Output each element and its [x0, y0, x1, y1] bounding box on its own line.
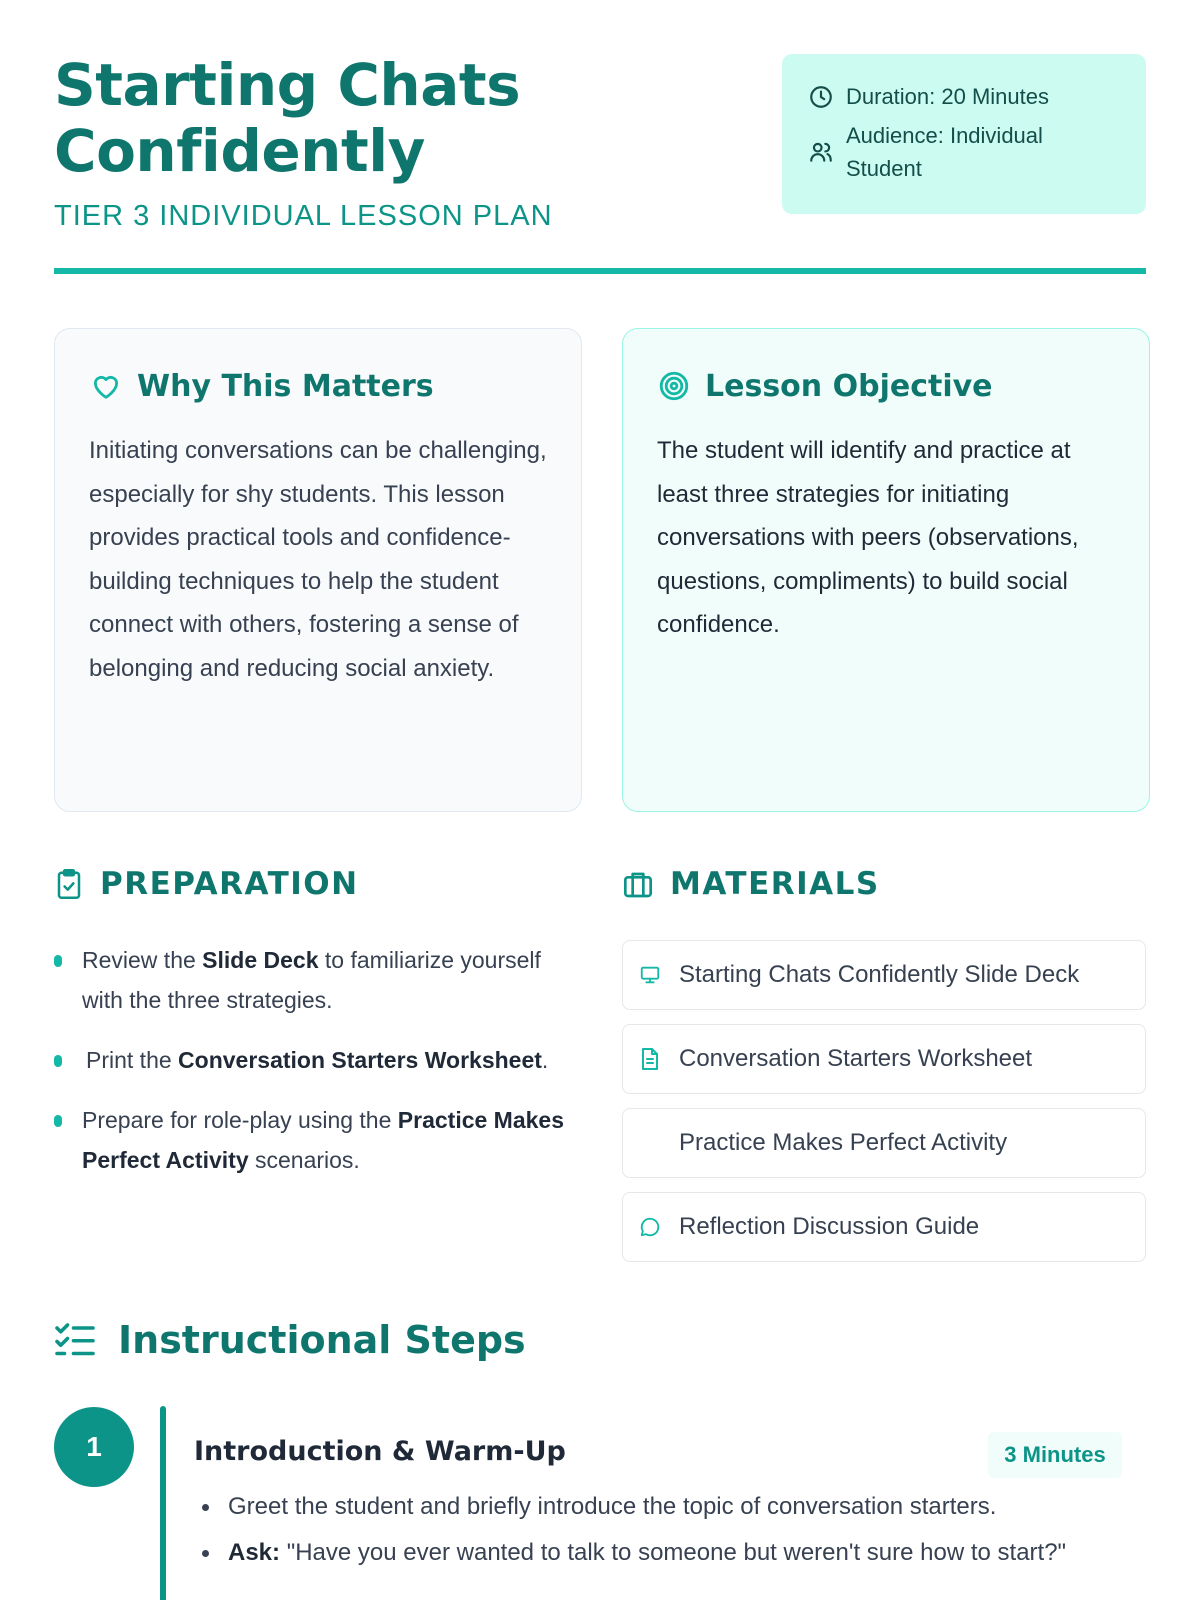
prep-text: Review the — [82, 947, 203, 973]
material-item-activity[interactable] — [622, 1108, 1146, 1178]
lesson-objective-card — [622, 328, 1150, 812]
audience-row — [808, 119, 1120, 185]
step-bullet-list — [228, 1490, 1128, 1582]
why-heading — [89, 365, 547, 407]
preparation-heading — [54, 866, 359, 902]
clipboard-check-icon — [54, 867, 84, 901]
step-bullet-text: Greet the student and briefly introduce the topic of conversation starters. — [228, 1493, 997, 1520]
prep-bold: Slide Deck — [202, 947, 319, 973]
preparation-heading-text: PREPARATION — [100, 866, 359, 902]
preparation-list — [54, 940, 574, 1200]
step-bullet — [228, 1490, 1128, 1524]
step-bullet-bold: Ask: — [228, 1539, 281, 1566]
step-bullet — [228, 1536, 1128, 1570]
briefcase-icon — [622, 868, 654, 900]
step-title: Introduction & Warm-Up — [194, 1436, 566, 1467]
objective-heading — [657, 365, 1115, 407]
step-duration-badge: 3 Minutes — [988, 1432, 1122, 1478]
material-label: Reflection Discussion Guide — [679, 1213, 980, 1240]
why-this-matters-card — [54, 328, 582, 812]
lesson-header — [54, 52, 1146, 274]
preparation-item — [54, 1100, 574, 1180]
duration-row — [808, 80, 1120, 113]
heart-icon — [89, 369, 123, 403]
objective-text: The student will identify and practice at least three strategies for initiating conversations with peers (observations, questions, compliments) to build social confidence. — [657, 437, 1079, 638]
chat-bubble-icon — [639, 1215, 661, 1239]
header-divider — [54, 268, 1146, 274]
prep-text: Print the — [86, 1047, 179, 1073]
users-icon — [808, 139, 834, 165]
checklist-icon — [54, 1322, 96, 1358]
monitor-icon — [639, 963, 661, 987]
instructional-steps-heading — [54, 1318, 526, 1362]
why-heading-text: Why This Matters — [137, 368, 434, 404]
clock-icon — [808, 84, 834, 110]
step-number-badge: 1 — [54, 1407, 134, 1487]
material-label: Starting Chats Confidently Slide Deck — [679, 961, 1080, 988]
preparation-item — [54, 1040, 574, 1080]
prep-bold: Conversation Starters Worksheet — [178, 1047, 542, 1073]
material-label: Practice Makes Perfect Activity — [679, 1129, 1008, 1156]
lesson-meta-box — [782, 54, 1146, 214]
why-text: Initiating conversations can be challenging, especially for shy students. This lesson provides practical tools and confidence-building techniques to help the student connect with others, fostering a sense of belonging and reducing social anxiety. — [89, 437, 547, 682]
prep-text: Prepare for role-play using the — [82, 1107, 398, 1133]
audience-text: Audience: Individual Student — [846, 123, 1043, 181]
materials-heading-text: MATERIALS — [670, 866, 880, 902]
prep-bold: Practice Makes Perfect Activity — [82, 1107, 565, 1173]
preparation-item — [54, 940, 574, 1020]
prep-text: scenarios. — [248, 1147, 360, 1173]
materials-heading — [622, 866, 880, 902]
materials-list — [622, 940, 1146, 1276]
duration-text: Duration: 20 Minutes — [846, 84, 1049, 109]
target-icon — [657, 369, 691, 403]
steps-heading-text: Instructional Steps — [118, 1318, 526, 1362]
page-title: Starting Chats Confidently — [54, 51, 521, 185]
document-icon — [639, 1047, 661, 1071]
prep-text: to familiarize yourself with the three strategies. — [82, 947, 541, 1013]
objective-heading-text: Lesson Objective — [705, 368, 993, 404]
material-item-worksheet[interactable] — [622, 1024, 1146, 1094]
prep-text: . — [541, 1047, 549, 1073]
material-label: Conversation Starters Worksheet — [679, 1045, 1033, 1072]
step-timeline-bar — [160, 1406, 166, 1600]
material-item-discussion-guide[interactable] — [622, 1192, 1146, 1262]
blank-icon — [639, 1131, 661, 1155]
page-subtitle: TIER 3 INDIVIDUAL LESSON PLAN — [54, 200, 553, 232]
step-bullet-text: "Have you ever wanted to talk to someone but weren't sure how to start?" — [280, 1539, 1067, 1566]
material-item-slide-deck[interactable] — [622, 940, 1146, 1010]
